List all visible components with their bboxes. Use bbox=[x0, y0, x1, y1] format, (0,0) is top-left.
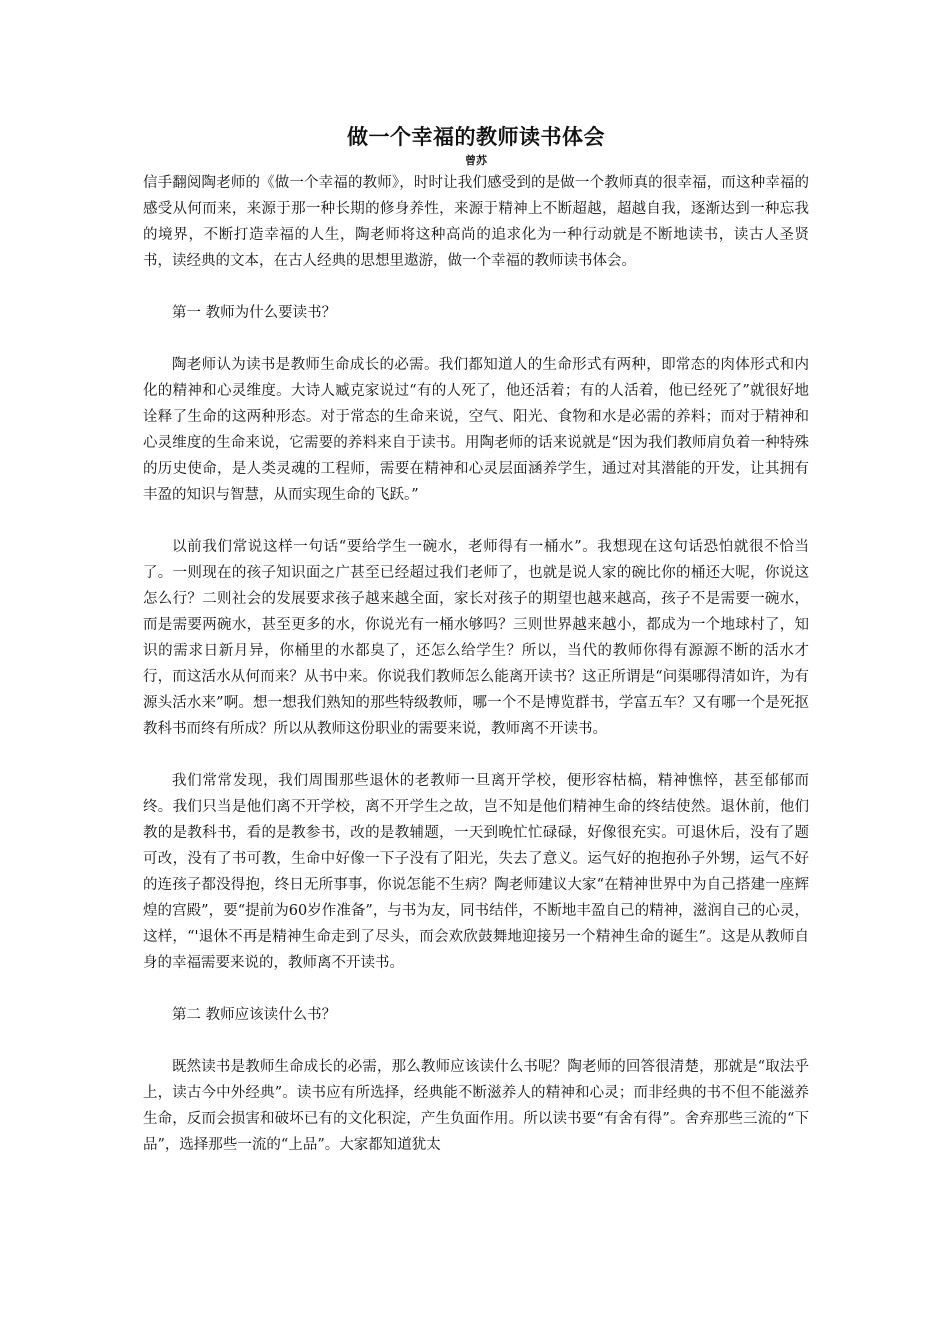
spacer bbox=[143, 508, 809, 534]
section-heading-1: 第一 教师为什么要读书？ bbox=[172, 305, 337, 321]
spacer bbox=[143, 742, 809, 768]
section2-paragraph-1: 既然读书是教师生命成长的必需，那么教师应该读什么书呢？陶老师的回答很清楚，那就是“取法乎上，读古今中外经典”。读书应有所选择，经典能不断滋养人的精神和心灵；而非经典的书不但不能滋养生命，反而会损害和破坏已有的文化积淀，产生负面作用。所以读书要“有舍有得”。舍弃那些三流的“下品”，选择那些一流的“上品”。大家都知道犹太 bbox=[143, 1059, 809, 1153]
section1-paragraph-1: 陶老师认为读书是教师生命成长的必需。我们都知道人的生命形式有两种，即常态的肉体形式和内化的精神和心灵维度。大诗人臧克家说过“有的人死了，他还活着；有的人活着，他已经死了”就很好地诠释了生命的这两种形态。对于常态的生命来说，空气、阳光、食物和水是必需的养料；而对于精神和心灵维度的生命来说，它需要的养料来自于读书。用陶老师的话来说就是“因为我们教师肩负着一种特殊的历史使命，是人类灵魂的工程师，需要在精神和心灵层面涵养学生，通过对其潜能的开发，让其拥有丰盈的知识与智慧，从而实现生命的飞跃。” bbox=[143, 357, 809, 503]
section-heading-2: 第二 教师应该读什么书？ bbox=[172, 1007, 337, 1023]
section1-paragraph-3: 我们常常发现，我们周围那些退休的老教师一旦离开学校，便形容枯槁，精神憔悴，甚至郁郁而终。我们只当是他们离不开学校，离不开学生之故，岂不知是他们精神生命的终结使然。退休前，他们教的是教科书，看的是教参书，改的是教辅题，一天到晚忙忙碌碌，好像很充实。可退休后，没有了题可改，没有了书可教，生命中好像一下子没有了阳光，失去了意义。运气好的抱抱孙子外甥，运气不好的连孩子都没得抱，终日无所事事，你说怎能不生病？陶老师建议大家“在精神世界中为自己搭建一座辉煌的宫殿”，要“提前为60岁作准备”，与书为友，同书结伴，不断地丰盈自己的精神，滋润自己的心灵，这样，“'退休不再是精神生命走到了尽头，而会欢欣鼓舞地迎接另一个精神生命的诞生”。这是从教师自身的幸福需要来说的，教师离不开读书。 bbox=[143, 773, 809, 971]
document-page bbox=[143, 120, 809, 1158]
spacer bbox=[143, 274, 809, 300]
document-author: 曾苏 bbox=[465, 154, 487, 167]
spacer bbox=[143, 976, 809, 1002]
intro-paragraph: 信手翻阅陶老师的《做一个幸福的教师》，时时让我们感受到的是做一个教师真的很幸福，而这种幸福的感受从何而来，来源于那一种长期的修身养性，来源于精神上不断超越，超越自我，逐渐达到一种忘我的境界，不断打造幸福的人生，陶老师将这种高尚的追求化为一种行动就是不断地读书，读古人圣贤书，读经典的文本，在古人经典的思想里遨游，做一个幸福的教师读书体会。 bbox=[143, 175, 809, 269]
document-title: 做一个幸福的教师读书体会 bbox=[347, 125, 605, 149]
section1-paragraph-2: 以前我们常说这样一句话“要给学生一碗水，老师得有一桶水”。我想现在这句话恐怕就很不恰当了。一则现在的孩子知识面之广甚至已经超过我们老师了，也就是说人家的碗比你的桶还大呢，你说这怎么行？二则社会的发展要求孩子越来越全面，家长对孩子的期望也越来越高，孩子不是需要一碗水，而是需要两碗水，甚至更多的水，你说光有一桶水够吗？三则世界越来越小，都成为一个地球村了，知识的需求日新月异，你桶里的水都臭了，还怎么给学生？所以，当代的教师你得有源源不断的活水才行，而这活水从何而来？从书中来。你说我们教师怎么能离开读书？这正所谓是“问渠哪得清如许，为有源头活水来”啊。想一想我们熟知的那些特级教师，哪一个不是博览群书，学富五车？又有哪一个是死抠教科书而终有所成？所以从教师这份职业的需要来说，教师离不开读书。 bbox=[143, 539, 809, 737]
spacer bbox=[143, 1028, 809, 1054]
spacer bbox=[143, 326, 809, 352]
